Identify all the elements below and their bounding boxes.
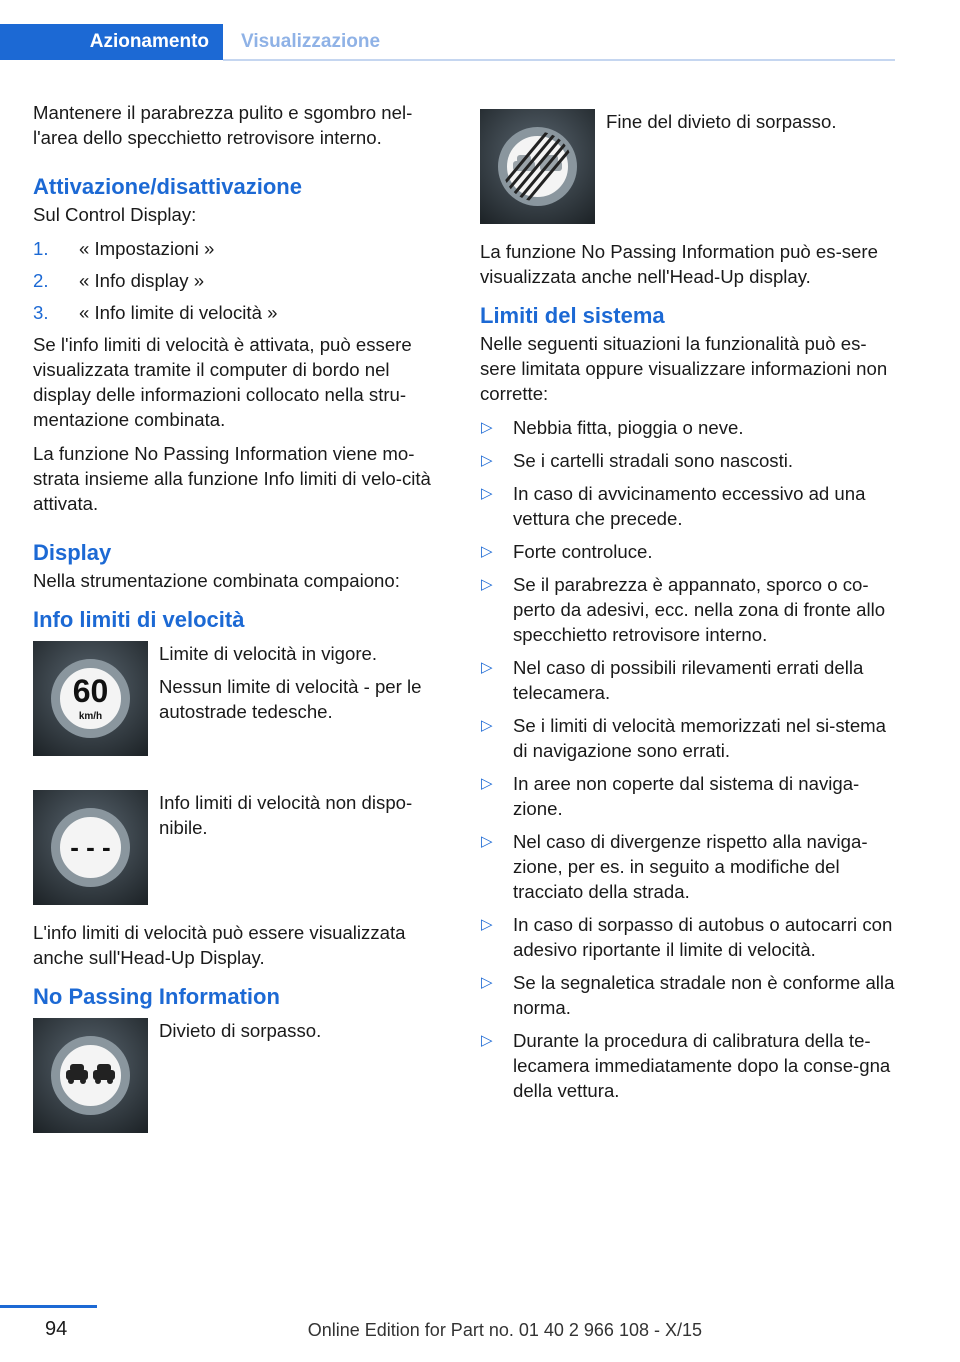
header-rule bbox=[223, 59, 895, 61]
heading-speed-info: Info limiti di velocità bbox=[33, 607, 245, 632]
bullet-triangle-icon: ▷ bbox=[481, 452, 493, 469]
page-number: 94 bbox=[45, 1318, 68, 1340]
end-no-passing-sign-text bbox=[606, 109, 895, 134]
display-lead: Nella strumentazione combinata compaiono: bbox=[33, 570, 400, 591]
speed-info-unavailable-icon bbox=[33, 790, 148, 905]
list-item bbox=[480, 829, 895, 904]
bullet-triangle-icon: ▷ bbox=[481, 974, 493, 991]
bullet-text: Forte controluce. bbox=[513, 541, 653, 562]
bullet-text: Nel caso di divergenze rispetto alla naviga-zione, per es. in seguito a modifiche del tracciato della strada. bbox=[513, 831, 868, 902]
list-item bbox=[480, 970, 895, 1020]
right-column bbox=[480, 100, 895, 1111]
list-item bbox=[33, 268, 441, 293]
heading-no-passing: No Passing Information bbox=[33, 984, 280, 1009]
bullet-triangle-icon: ▷ bbox=[481, 576, 493, 593]
step-text: « Info limite di velocità » bbox=[79, 302, 278, 323]
speed-limit-sign-row bbox=[33, 641, 441, 776]
bullet-triangle-icon: ▷ bbox=[481, 916, 493, 933]
sign-speed-value: 60 bbox=[72, 673, 109, 709]
step-text: « Impostazioni » bbox=[79, 238, 215, 259]
footer-rule bbox=[0, 1305, 97, 1308]
bullet-triangle-icon: ▷ bbox=[481, 1032, 493, 1049]
no-passing-sign-icon bbox=[33, 1018, 148, 1133]
activation-lead: Sul Control Display: bbox=[33, 204, 197, 225]
bullet-text: Se i limiti di velocità memorizzati nel si-stema di navigazione sono errati. bbox=[513, 715, 887, 761]
system-limits-list bbox=[480, 415, 895, 1103]
list-item bbox=[480, 713, 895, 763]
activation-para-2: La funzione No Passing Information viene mo-strata insieme alla funzione Info limiti di velo-cità attivata. bbox=[33, 443, 431, 514]
list-item bbox=[480, 572, 895, 647]
end-no-passing-sign-row bbox=[480, 109, 895, 225]
bullet-triangle-icon: ▷ bbox=[481, 659, 493, 676]
header-tabs bbox=[0, 24, 895, 60]
step-number: 2. bbox=[33, 270, 49, 291]
step-number: 1. bbox=[33, 238, 49, 259]
step-text: « Info display » bbox=[79, 270, 205, 291]
bullet-text: In caso di sorpasso di autobus o autocarri con adesivo riportante il limite di velocità. bbox=[513, 914, 893, 960]
speed-limit-60-icon bbox=[33, 641, 148, 756]
bullet-text: Se la segnaletica stradale non è conforme alla norma. bbox=[513, 972, 895, 1018]
bullet-text: In aree non coperte dal sistema di naviga-zione. bbox=[513, 773, 860, 819]
list-item bbox=[480, 448, 895, 473]
edition-note: Online Edition for Part no. 01 40 2 966 108 - X/15 bbox=[307, 1320, 702, 1340]
sign1-text-2: Nessun limite di velocità - per le autostrade tedesche. bbox=[159, 676, 422, 722]
step-number: 3. bbox=[33, 302, 49, 323]
list-item bbox=[33, 300, 441, 325]
bullet-text: In caso di avvicinamento eccessivo ad una vettura che precede. bbox=[513, 483, 866, 529]
tab-visualizzazione[interactable]: Visualizzazione bbox=[241, 31, 381, 52]
heading-system-limits: Limiti del sistema bbox=[480, 303, 665, 328]
sign-speed-unit: km/h bbox=[78, 711, 103, 722]
bullet-triangle-icon: ▷ bbox=[481, 543, 493, 560]
list-item bbox=[480, 539, 895, 564]
sign2-text: Info limiti di velocità non dispo-nibile. bbox=[159, 792, 413, 838]
intro-paragraph: Mantenere il parabrezza pulito e sgombro nel-l'area dello specchietto retrovisore interno. bbox=[33, 102, 413, 148]
no-passing-hud-note: La funzione No Passing Information può es-sere visualizzata anche nell'Head-Up display. bbox=[480, 241, 878, 287]
end-no-passing-sign-icon bbox=[480, 109, 595, 224]
heading-activation: Attivazione/disattivazione bbox=[33, 174, 302, 199]
no-speed-info-sign-text bbox=[159, 790, 441, 840]
heading-display: Display bbox=[33, 540, 112, 565]
bullet-triangle-icon: ▷ bbox=[481, 485, 493, 502]
list-item bbox=[480, 771, 895, 821]
speed-info-hud-note: L'info limiti di velocità può essere visualizzata anche sull'Head-Up Display. bbox=[33, 922, 406, 968]
no-passing-sign-row bbox=[33, 1018, 441, 1134]
sign1-text-1: Limite di velocità in vigore. bbox=[159, 643, 378, 664]
bullet-triangle-icon: ▷ bbox=[481, 833, 493, 850]
list-item bbox=[480, 415, 895, 440]
system-limits-lead: Nelle seguenti situazioni la funzionalità può es-sere limitata oppure visualizzare informazioni non corrette: bbox=[480, 333, 888, 404]
bullet-text: Se i cartelli stradali sono nascosti. bbox=[513, 450, 794, 471]
tab-azionamento[interactable]: Azionamento bbox=[0, 24, 223, 60]
left-column bbox=[33, 100, 441, 1148]
bullet-text: Nel caso di possibili rilevamenti errati della telecamera. bbox=[513, 657, 864, 703]
sign-dashes: - - - bbox=[70, 832, 111, 862]
end-no-passing-text: Fine del divieto di sorpasso. bbox=[606, 111, 837, 132]
bullet-text: Nebbia fitta, pioggia o neve. bbox=[513, 417, 744, 438]
no-speed-info-sign-row bbox=[33, 790, 441, 906]
bullet-triangle-icon: ▷ bbox=[481, 717, 493, 734]
activation-steps bbox=[33, 236, 441, 325]
no-passing-text: Divieto di sorpasso. bbox=[159, 1020, 322, 1041]
bullet-triangle-icon: ▷ bbox=[481, 419, 493, 436]
no-passing-sign-text bbox=[159, 1018, 441, 1043]
list-item bbox=[33, 236, 441, 261]
list-item bbox=[480, 912, 895, 962]
list-item bbox=[480, 481, 895, 531]
bullet-text: Se il parabrezza è appannato, sporco o co-perto da adesivi, ecc. nella zona di fronte allo specchietto retrovisore interno. bbox=[513, 574, 886, 645]
bullet-text: Durante la procedura di calibratura della te-lecamera immediatamente dopo la conse-gna della vettura. bbox=[513, 1030, 891, 1101]
bullet-triangle-icon: ▷ bbox=[481, 775, 493, 792]
speed-limit-sign-text bbox=[159, 641, 441, 724]
list-item bbox=[480, 655, 895, 705]
activation-para-1: Se l'info limiti di velocità è attivata, può essere visualizzata tramite il computer di bordo nel display delle informazioni collocato nella stru-mentazione combinata. bbox=[33, 334, 412, 430]
list-item bbox=[480, 1028, 895, 1103]
